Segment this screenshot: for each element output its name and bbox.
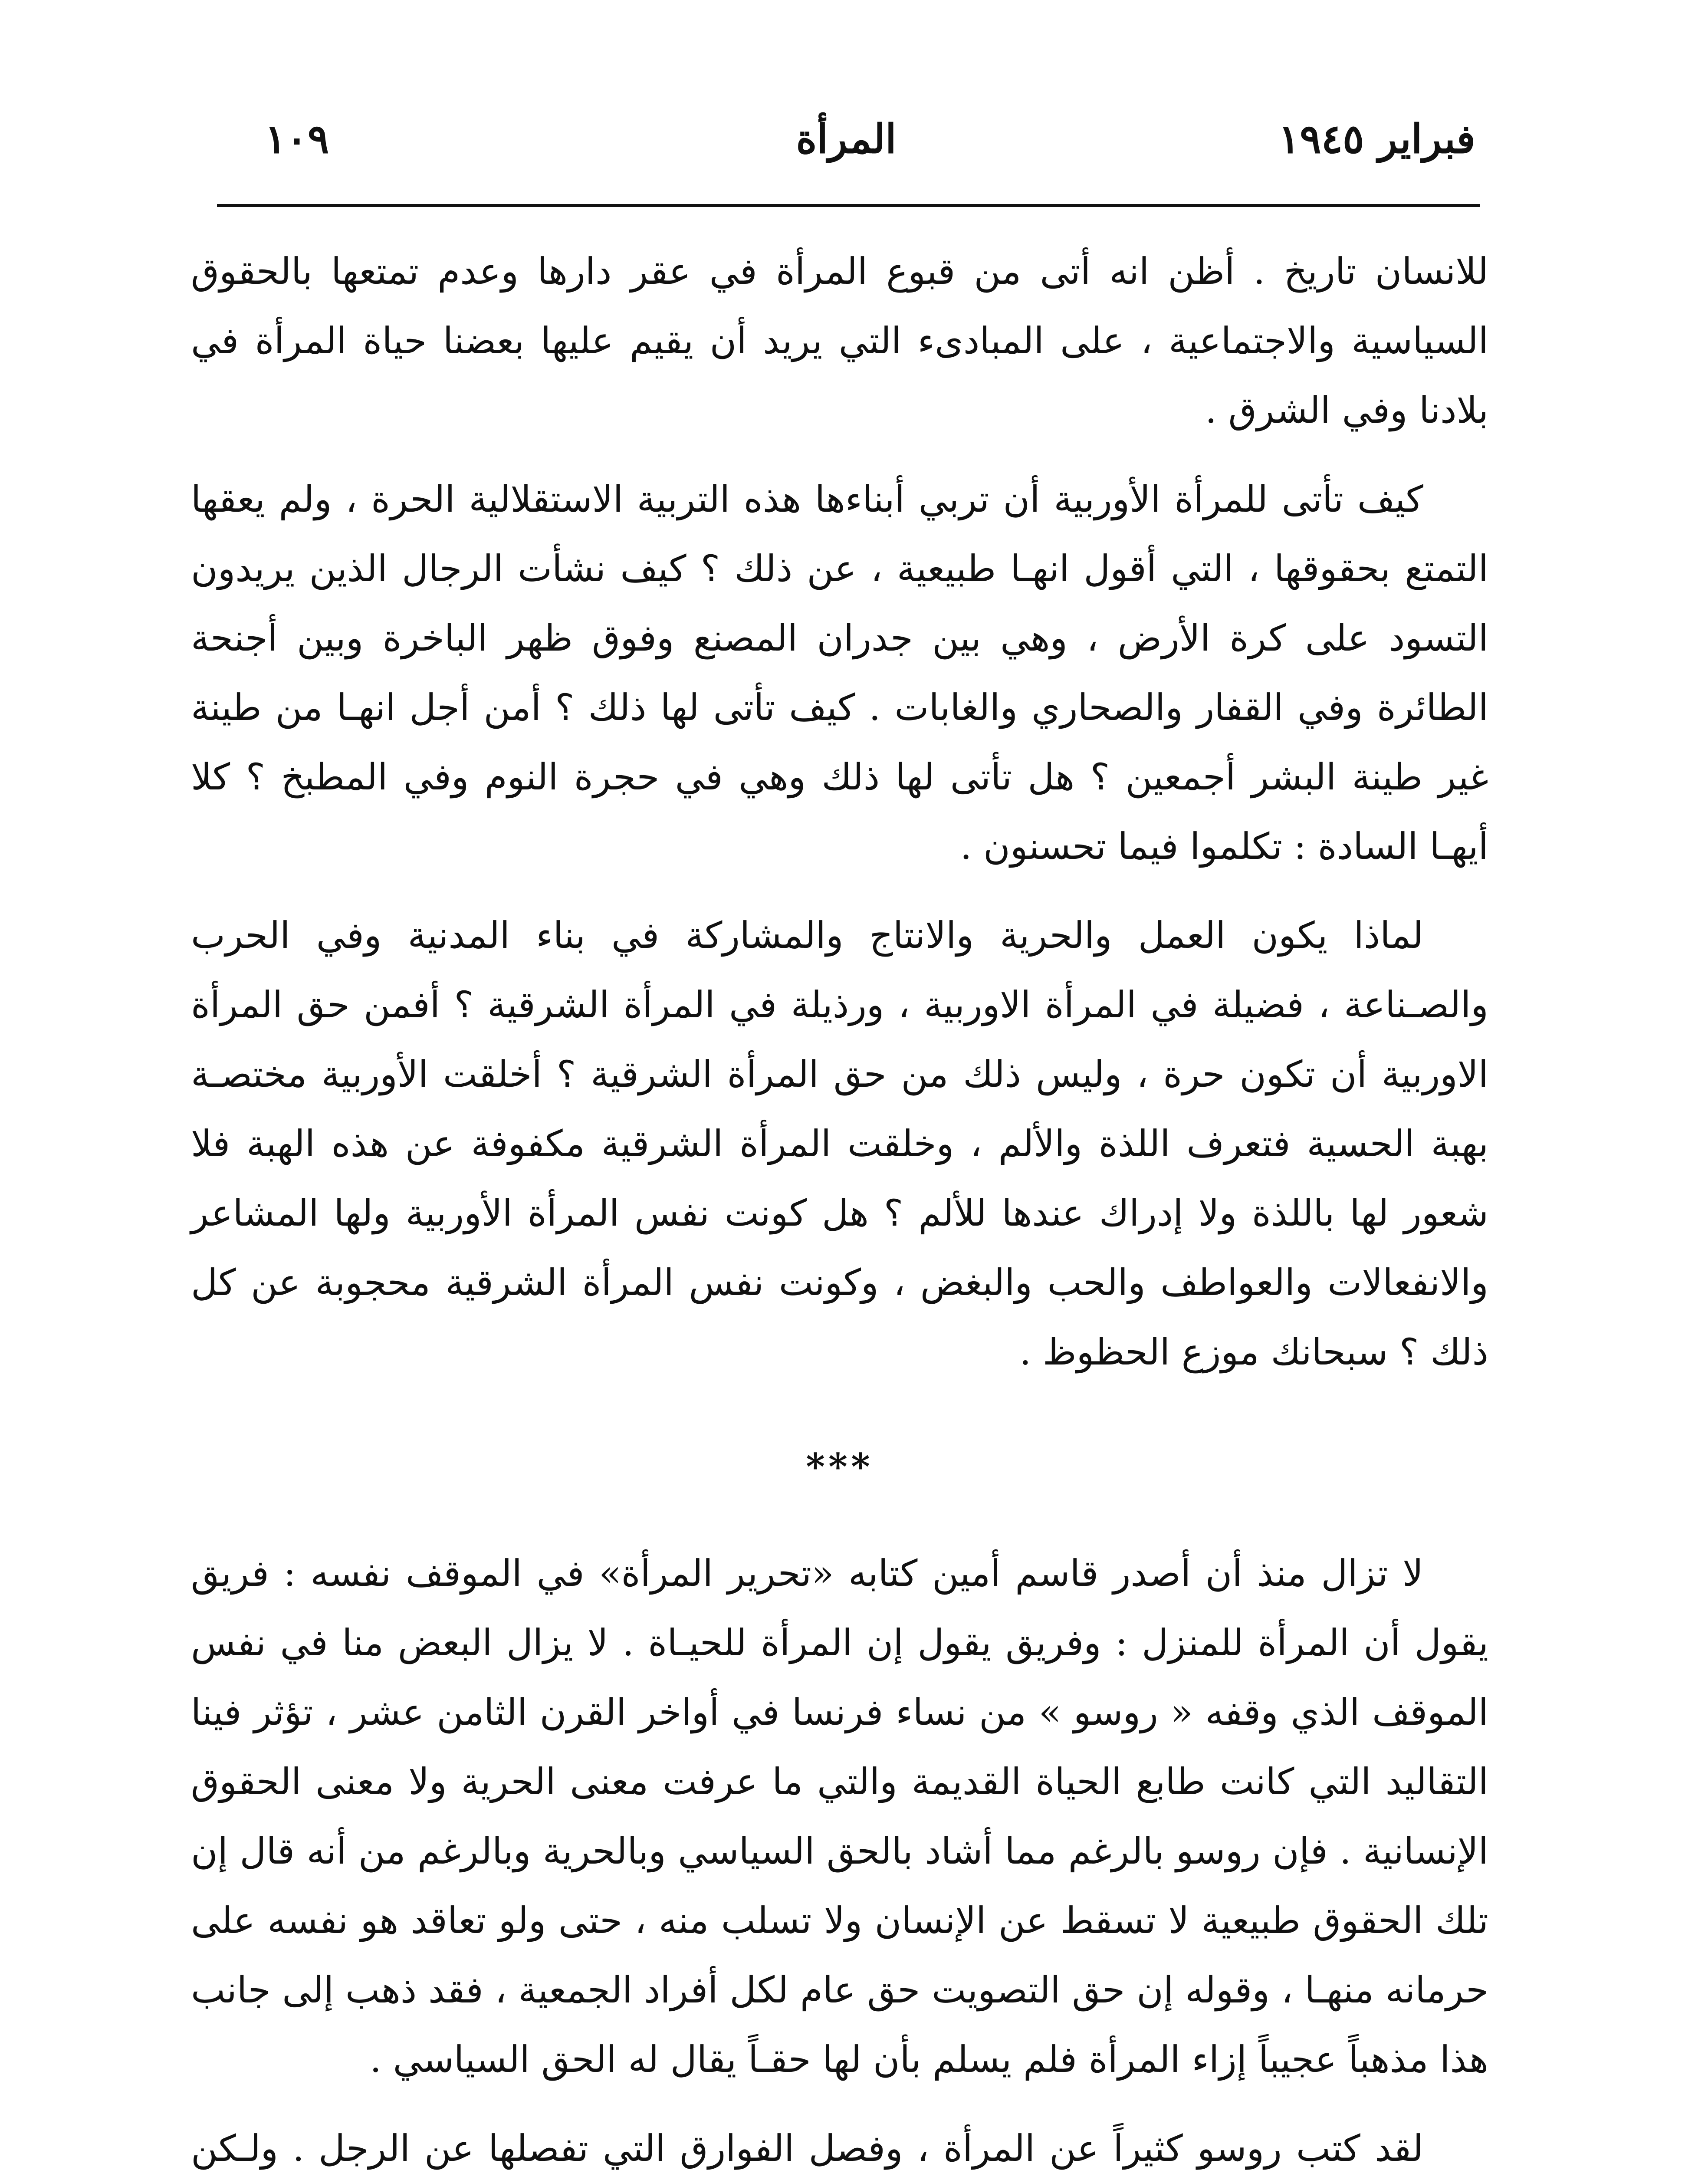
page-number: ١٠٩ (265, 115, 329, 162)
issue-date: فبراير ١٩٤٥ (1278, 115, 1475, 162)
article-body (191, 237, 1488, 2170)
paragraph-2: كيف تأتى للمرأة الأوربية أن تربي أبناءها هذه التربية الاستقلالية الحرة ، ولم يعقها التمتع بحقوقها ، التي أقول انهـا طبيعية ، عن ذلك ؟ كيف نشأت الرجال الذين يريدون التسود على كرة الأرض ، وهي بين جدران المصنع وفوق ظهر الباخرة وبين أجنحة الطائرة وفي القفار والصحاري والغابات . كيف تأتى لها ذلك ؟ أمن أجل انهـا من طينة غير طينة البشر أجمعين ؟ هل تأتى لها ذلك وهي في حجرة النوم وفي المطبخ ؟ كلا أيهـا السادة : تكلموا فيما تحسنون . (191, 478, 1488, 868)
journal-title: المرأة (796, 115, 897, 162)
paragraph-3: لماذا يكون العمل والحرية والانتاج والمشاركة في بناء المدنية وفي الحرب والصـناعة ، فضيلة في المرأة الاوربية ، ورذيلة في المرأة الشرقية ؟ أفمن حق المرأة الاوربية أن تكون حرة ، وليس ذلك من حق المرأة الشرقية ؟ أخلقت الأوربية مختصـة بهبة الحسية فتعرف اللذة والألم ، وخلقت المرأة الشرقية مكفوفة عن هذه الهبة فلا شعور لها باللذة ولا إدراك عندها للألم ؟ هل كونت نفس المرأة الأوربية ولها المشاعر والانفعالات والعواطف والحب والبغض ، وكونت نفس المرأة الشرقية محجوبة عن كل ذلك ؟ سبحانك موزع الحظوظ . (191, 914, 1488, 1373)
paragraph-1: للانسان تاريخ . أظن انه أتى من قبوع المرأة في عقر دارها وعدم تمتعها بالحقوق السياسية والاجتماعية ، على المبادىء التي يريد أن يقيم عليها بعضنا حياة المرأة في بلادنا وفي الشرق . (191, 250, 1488, 431)
page-header (217, 108, 1475, 169)
paragraph-4: لا تزال منذ أن أصدر قاسم أمين كتابه «تحرير المرأة» في الموقف نفسه : فريق يقول أن المرأة للمنزل : وفريق يقول إن المرأة للحيـاة . لا يزال البعض منا في نفس الموقف الذي وقفه « روسو » من نساء فرنسا في أواخر القرن الثامن عشر ، تؤثر فينا التقاليد التي كانت طابع الحياة القديمة والتي ما عرفت معنى الحرية ولا معنى الحقوق الإنسانية . فإن روسو بالرغم مما أشاد بالحق السياسي وبالحرية وبالرغم من أنه قال إن تلك الحقوق طبيعية لا تسقط عن الإنسان ولا تسلب منه ، حتى ولو تعاقد هو نفسه على حرمانه منهـا ، وقوله إن حق التصويت حق عام لكل أفراد الجمعية ، فقد ذهب إلى جانب هذا مذهباً عجيباً إزاء المرأة فلم يسلم بأن لها حقـاً يقال له الحق السياسي . (191, 1552, 1489, 2081)
paragraph-5: لقد كتب روسو كثيراً عن المرأة ، وفصل الفوارق التي تفصلها عن الرجل . ولـكن (191, 2127, 1424, 2170)
section-separator: *** (806, 1445, 874, 1488)
header-rule (217, 204, 1480, 207)
